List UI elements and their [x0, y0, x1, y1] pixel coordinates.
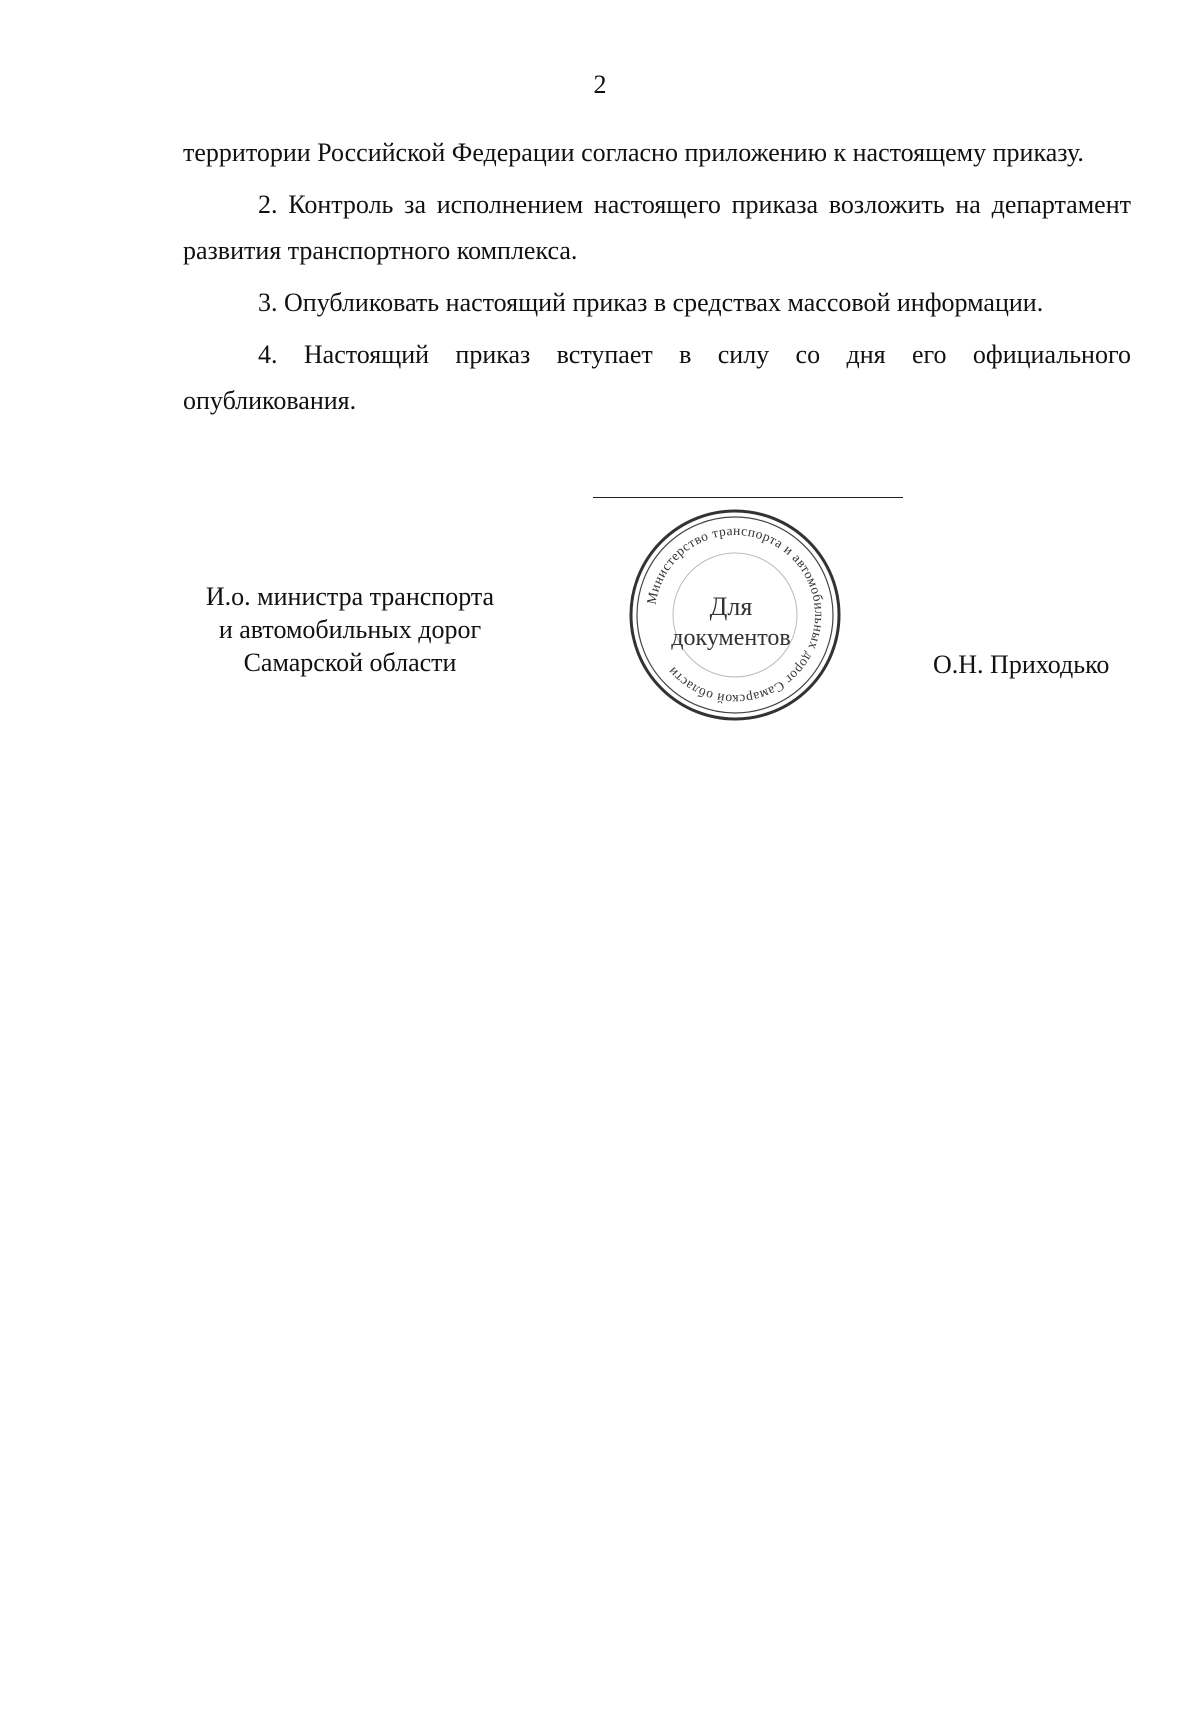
paragraph-item-2: 2. Контроль за исполнением настоящего приказа возложить на департамент развития транспортного комплекса. — [183, 190, 1131, 265]
signatory-title-line: И.о. министра транспорта — [205, 582, 495, 611]
official-stamp — [625, 505, 845, 725]
stamp-seal-icon — [625, 505, 845, 725]
signatory-title-line: и автомобильных дорог — [218, 615, 482, 644]
page-number: 2 — [593, 70, 607, 99]
paragraph-item-4: 4. Настоящий приказ вступает в силу со дня его официального опубликования. — [183, 340, 1131, 415]
stamp-center-line-1: Для — [709, 592, 753, 621]
signature-line — [593, 497, 903, 498]
paragraph-item-3: 3. Опубликовать настоящий приказ в средствах массовой информации. — [258, 288, 1044, 317]
paragraph-continuation: территории Российской Федерации согласно приложению к настоящему приказу. — [183, 138, 1084, 167]
signatory-name: О.Н. Приходько — [933, 650, 1110, 679]
signatory-title-line: Самарской области — [243, 648, 457, 677]
stamp-ring-text: Министерство транспорта и автомобильных дорог Самарской области — [643, 522, 828, 708]
signatory-title — [170, 580, 530, 679]
stamp-center-line-2: документов — [671, 625, 791, 651]
document-body — [183, 130, 1131, 430]
